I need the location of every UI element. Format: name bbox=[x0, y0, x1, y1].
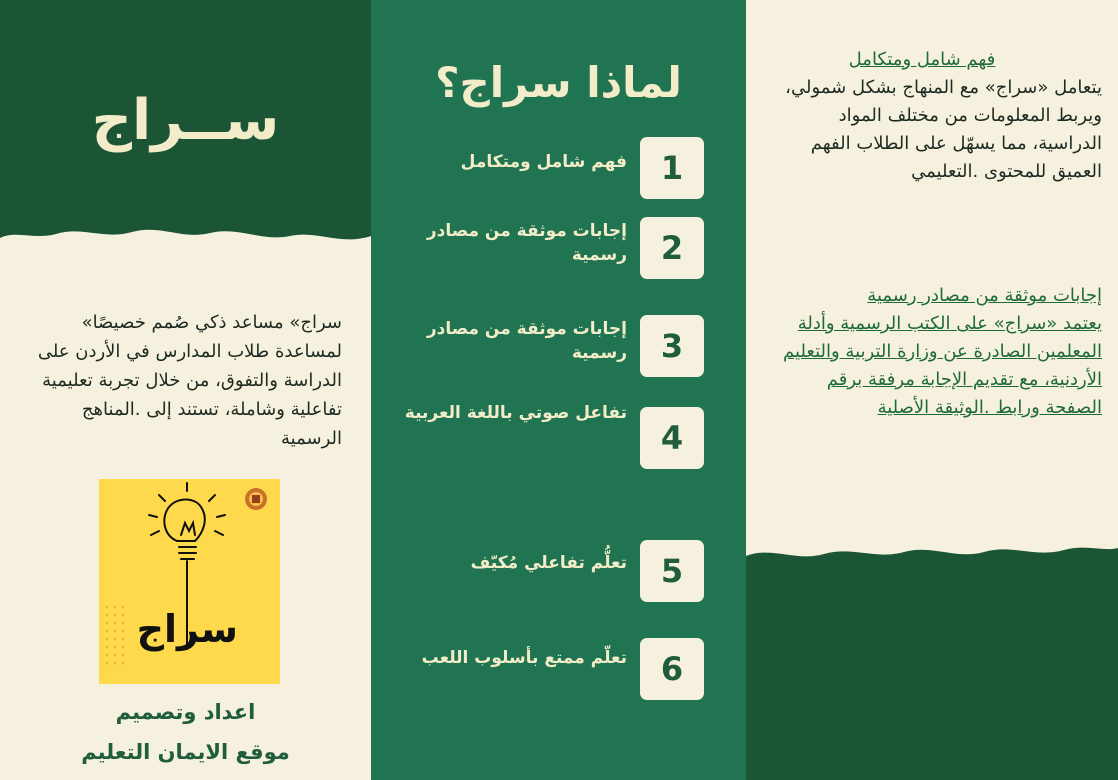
why-title: لماذا سراج؟ bbox=[435, 58, 682, 107]
credit-line-1: اعداد وتصميم bbox=[115, 700, 256, 724]
logo-card bbox=[99, 479, 280, 684]
feature-number: 1 bbox=[640, 137, 704, 199]
feature-item-6 bbox=[371, 638, 746, 702]
feature-text: إجابات موثقة من مصادر رسمية bbox=[426, 319, 627, 363]
section-body[interactable]: يعتمد «سراج» على الكتب الرسمية وأدلة المعلمين الصادرة عن وزارة التربية والتعليم الأردنية، مع تقديم الإجابة مرفقة برقم الصفحة ورابط .الوثيقة الأصلية bbox=[783, 313, 1102, 418]
feature-item-5 bbox=[371, 540, 746, 604]
dot-pattern bbox=[106, 606, 124, 664]
right-footer-wave bbox=[746, 540, 1118, 780]
logo-word: سراج bbox=[136, 607, 238, 651]
feature-number: 4 bbox=[640, 407, 704, 469]
feature-number: 6 bbox=[640, 638, 704, 700]
right-panel bbox=[746, 0, 1118, 780]
feature-text: إجابات موثقة من مصادر رسمية bbox=[426, 221, 627, 265]
feature-item-3 bbox=[371, 315, 746, 379]
feature-item-2 bbox=[371, 217, 746, 281]
feature-text: تفاعل صوتي باللغة العربية bbox=[404, 403, 627, 423]
jordan-emblem-icon bbox=[245, 488, 267, 510]
feature-text: تعلّم ممتع بأسلوب اللعب bbox=[421, 648, 627, 668]
credit-line-2: موقع الايمان التعليم bbox=[81, 740, 290, 764]
middle-panel bbox=[371, 0, 746, 780]
brand-title: ســراج bbox=[91, 88, 280, 153]
feature-text: فهم شامل ومتكامل bbox=[460, 152, 627, 172]
section-body: يتعامل «سراج» مع المنهاج بشكل شمولي، ويربط المعلومات من مختلف المواد الدراسية، مما يسهّل على الطلاب الفهم العميق للمحتوى .التعليمي bbox=[785, 77, 1102, 182]
section-heading[interactable]: إجابات موثقة من مصادر رسمية bbox=[867, 285, 1102, 306]
left-panel bbox=[0, 0, 371, 780]
feature-text: تعلُّم تفاعلي مُكيّف bbox=[470, 553, 627, 573]
feature-number: 5 bbox=[640, 540, 704, 602]
section-comprehensive bbox=[772, 46, 1102, 186]
section-verified-answers bbox=[772, 282, 1102, 422]
feature-number: 2 bbox=[640, 217, 704, 279]
feature-number: 3 bbox=[640, 315, 704, 377]
about-text: سراج» مساعد ذكي صُمم خصيصًا» لمساعدة طلاب المدارس في الأردن على الدراسة والتفوق، من خلال تجربة تعليمية تفاعلية وشاملة، تستند إلى .المناهج الرسمية bbox=[37, 312, 342, 449]
feature-item-4 bbox=[371, 403, 746, 471]
feature-item-1 bbox=[371, 137, 746, 201]
section-heading[interactable]: فهم شامل ومتكامل bbox=[848, 49, 996, 70]
